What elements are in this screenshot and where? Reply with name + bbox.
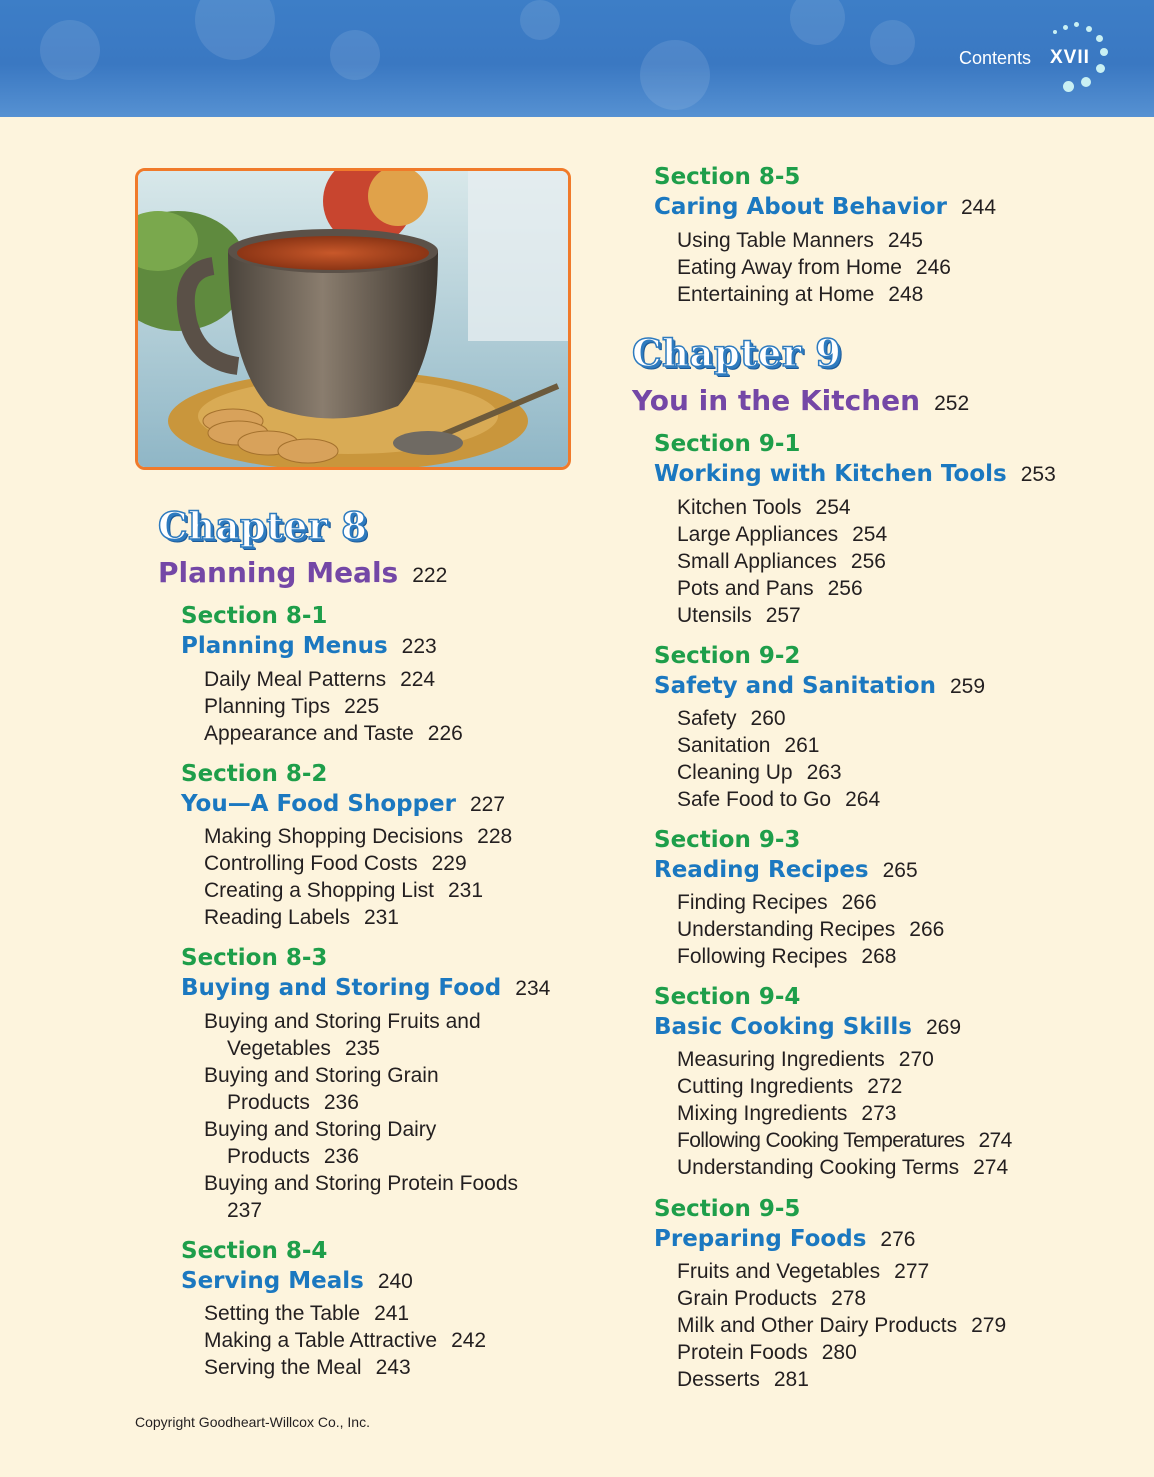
chapter-8-title[interactable]: Planning Meals 222 [158, 556, 448, 589]
section-title[interactable]: Caring About Behavior 244 [654, 194, 997, 220]
chapter-9-heading: Chapter 9 [632, 331, 842, 375]
soup-photo [135, 168, 571, 470]
toc-item[interactable]: Making a Table Attractive 242 [204, 1329, 487, 1352]
section-label: Section 9-1 [654, 431, 801, 457]
toc-item-continued[interactable]: Vegetables 235 [227, 1037, 380, 1060]
toc-item[interactable]: Fruits and Vegetables 277 [677, 1260, 930, 1283]
section-title[interactable]: You—A Food Shopper 227 [181, 791, 506, 817]
toc-item[interactable]: Small Appliances 256 [677, 550, 886, 573]
toc-item[interactable]: Using Table Manners 245 [677, 229, 923, 252]
toc-item[interactable]: Pots and Pans 256 [677, 577, 863, 600]
section-title[interactable]: Serving Meals 240 [181, 1268, 413, 1294]
toc-item[interactable]: Entertaining at Home 248 [677, 283, 924, 306]
toc-item[interactable]: Buying and Storing Grain [204, 1064, 439, 1087]
toc-item[interactable]: Eating Away from Home 246 [677, 256, 951, 279]
section-label: Section 9-5 [654, 1196, 801, 1222]
toc-item[interactable]: Cleaning Up 263 [677, 761, 842, 784]
toc-item[interactable]: Buying and Storing Dairy [204, 1118, 437, 1141]
toc-item[interactable]: Measuring Ingredients 270 [677, 1048, 934, 1071]
toc-item[interactable]: Controlling Food Costs 229 [204, 852, 467, 875]
toc-item[interactable]: Understanding Recipes 266 [677, 918, 945, 941]
toc-item[interactable]: Buying and Storing Fruits and [204, 1010, 481, 1033]
section-label: Section 8-4 [181, 1238, 328, 1264]
section-title[interactable]: Planning Menus 223 [181, 633, 437, 659]
toc-item[interactable]: Understanding Cooking Terms 274 [677, 1156, 1009, 1179]
section-title[interactable]: Safety and Sanitation 259 [654, 673, 986, 699]
toc-item[interactable]: Sanitation 261 [677, 734, 820, 757]
toc-item[interactable]: Following Cooking Temperatures 274 [677, 1129, 1012, 1152]
toc-item[interactable]: Desserts 281 [677, 1368, 809, 1391]
toc-item[interactable]: Grain Products 278 [677, 1287, 867, 1310]
toc-item[interactable]: Planning Tips 225 [204, 695, 380, 718]
toc-item[interactable]: Creating a Shopping List 231 [204, 879, 484, 902]
toc-item-continued[interactable]: Products 236 [227, 1145, 359, 1168]
toc-item-continued[interactable]: Products 236 [227, 1091, 359, 1114]
section-title[interactable]: Working with Kitchen Tools 253 [654, 461, 1056, 487]
section-title[interactable]: Preparing Foods 276 [654, 1226, 916, 1252]
toc-item[interactable]: Mixing Ingredients 273 [677, 1102, 897, 1125]
toc-item[interactable]: Daily Meal Patterns 224 [204, 668, 436, 691]
section-label: Section 8-5 [654, 164, 801, 190]
toc-item[interactable]: Milk and Other Dairy Products 279 [677, 1314, 1007, 1337]
page-numeral: XVII [1050, 47, 1090, 68]
toc-item[interactable]: Following Recipes 268 [677, 945, 897, 968]
toc-item[interactable]: Setting the Table 241 [204, 1302, 410, 1325]
chapter-8-heading: Chapter 8 [158, 504, 368, 548]
toc-item[interactable]: Appearance and Taste 226 [204, 722, 463, 745]
section-title[interactable]: Buying and Storing Food 234 [181, 975, 551, 1001]
toc-item[interactable]: Serving the Meal 243 [204, 1356, 411, 1379]
section-label: Section 8-3 [181, 945, 328, 971]
toc-item[interactable]: Safe Food to Go 264 [677, 788, 881, 811]
section-title[interactable]: Reading Recipes 265 [654, 857, 918, 883]
section-label: Section 9-3 [654, 827, 801, 853]
section-label: Section 8-1 [181, 603, 328, 629]
section-title[interactable]: Basic Cooking Skills 269 [654, 1014, 962, 1040]
toc-item[interactable]: Protein Foods 280 [677, 1341, 857, 1364]
copyright-footer: Copyright Goodheart-Willcox Co., Inc. [135, 1414, 370, 1430]
toc-item-page[interactable]: 237 [227, 1199, 263, 1222]
toc-item[interactable]: Buying and Storing Protein Foods [204, 1172, 519, 1195]
section-label: Section 9-4 [654, 984, 801, 1010]
toc-item[interactable]: Utensils 257 [677, 604, 801, 627]
toc-item[interactable]: Reading Labels 231 [204, 906, 399, 929]
section-label: Section 9-2 [654, 643, 801, 669]
section-label: Section 8-2 [181, 761, 328, 787]
header-band [0, 0, 1154, 117]
toc-item[interactable]: Safety 260 [677, 707, 786, 730]
header-label: Contents [958, 48, 1031, 68]
toc-item[interactable]: Cutting Ingredients 272 [677, 1075, 903, 1098]
chapter-9-title[interactable]: You in the Kitchen 252 [632, 384, 970, 417]
toc-item[interactable]: Making Shopping Decisions 228 [204, 825, 513, 848]
toc-item[interactable]: Large Appliances 254 [677, 523, 888, 546]
toc-item[interactable]: Finding Recipes 266 [677, 891, 877, 914]
toc-item[interactable]: Kitchen Tools 254 [677, 496, 851, 519]
